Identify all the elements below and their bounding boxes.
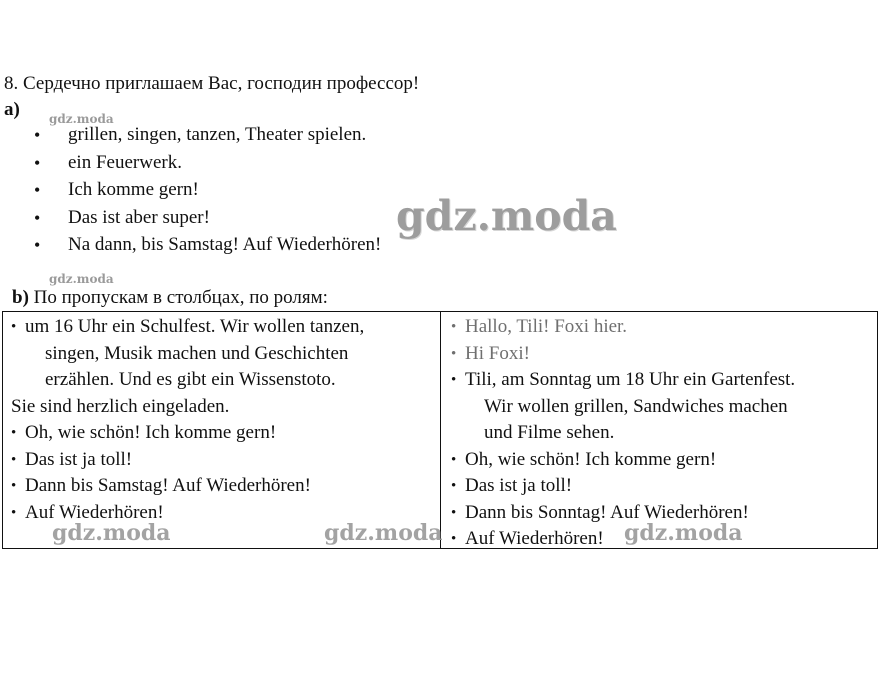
exercise-heading: 8. Сердечно приглашаем Вас, господин профессор! bbox=[4, 73, 420, 94]
left-line: • Auf Wiederhören! bbox=[11, 500, 364, 527]
left-line: • um 16 Uhr ein Schulfest. Wir wollen tanzen, bbox=[11, 314, 364, 341]
left-line: erzählen. Und es gibt ein Wissenstoto. bbox=[45, 369, 336, 390]
watermark-small: gdz.moda bbox=[49, 272, 114, 286]
right-line: • Oh, wie schön! Ich komme gern! bbox=[451, 447, 795, 474]
left-line: • Das ist ja toll! bbox=[11, 447, 364, 474]
part-a-item: • Ich komme gern! bbox=[30, 179, 381, 207]
watermark-medium: gdz.moda bbox=[324, 520, 443, 546]
left-line: singen, Musik machen und Geschichten bbox=[45, 342, 349, 364]
left-line: Sie sind herzlich eingeladen. bbox=[11, 395, 230, 417]
part-b-instruction: По пропускам в столбцах, по ролям: bbox=[33, 287, 328, 308]
right-line: • Hallo, Tili! Foxi hier. bbox=[451, 314, 795, 341]
part-a-item: • ein Feuerwerk. bbox=[30, 152, 381, 180]
watermark-small: gdz.moda bbox=[49, 112, 114, 126]
right-column bbox=[451, 314, 795, 553]
part-a-label: a) bbox=[4, 99, 20, 120]
part-b-heading bbox=[12, 287, 328, 309]
right-line: • Tili, am Sonntag um 18 Uhr ein Gartenfest. bbox=[451, 367, 795, 394]
left-line: • Oh, wie schön! Ich komme gern! bbox=[11, 420, 364, 447]
part-a-item: • Das ist aber super! bbox=[30, 207, 381, 235]
watermark-medium: gdz.moda bbox=[52, 520, 171, 546]
right-line: • Auf Wiederhören! bbox=[451, 526, 795, 553]
left-column bbox=[11, 314, 364, 526]
watermark-medium: gdz.moda bbox=[624, 520, 743, 546]
part-a-list bbox=[30, 124, 381, 262]
part-a-item: • Na dann, bis Samstag! Auf Wiederhören! bbox=[30, 234, 381, 262]
watermark-large: gdz.moda bbox=[396, 192, 617, 240]
right-line: und Filme sehen. bbox=[484, 422, 615, 443]
right-line: • Das ist ja toll! bbox=[451, 473, 795, 500]
part-b-label: b) bbox=[12, 287, 29, 308]
right-line: Wir wollen grillen, Sandwiches machen bbox=[484, 395, 788, 417]
left-line: • Dann bis Samstag! Auf Wiederhören! bbox=[11, 473, 364, 500]
part-a-item: • grillen, singen, tanzen, Theater spielen. bbox=[30, 124, 381, 152]
right-line: • Dann bis Sonntag! Auf Wiederhören! bbox=[451, 500, 795, 527]
right-line: • Hi Foxi! bbox=[451, 341, 795, 368]
column-divider bbox=[440, 311, 441, 549]
